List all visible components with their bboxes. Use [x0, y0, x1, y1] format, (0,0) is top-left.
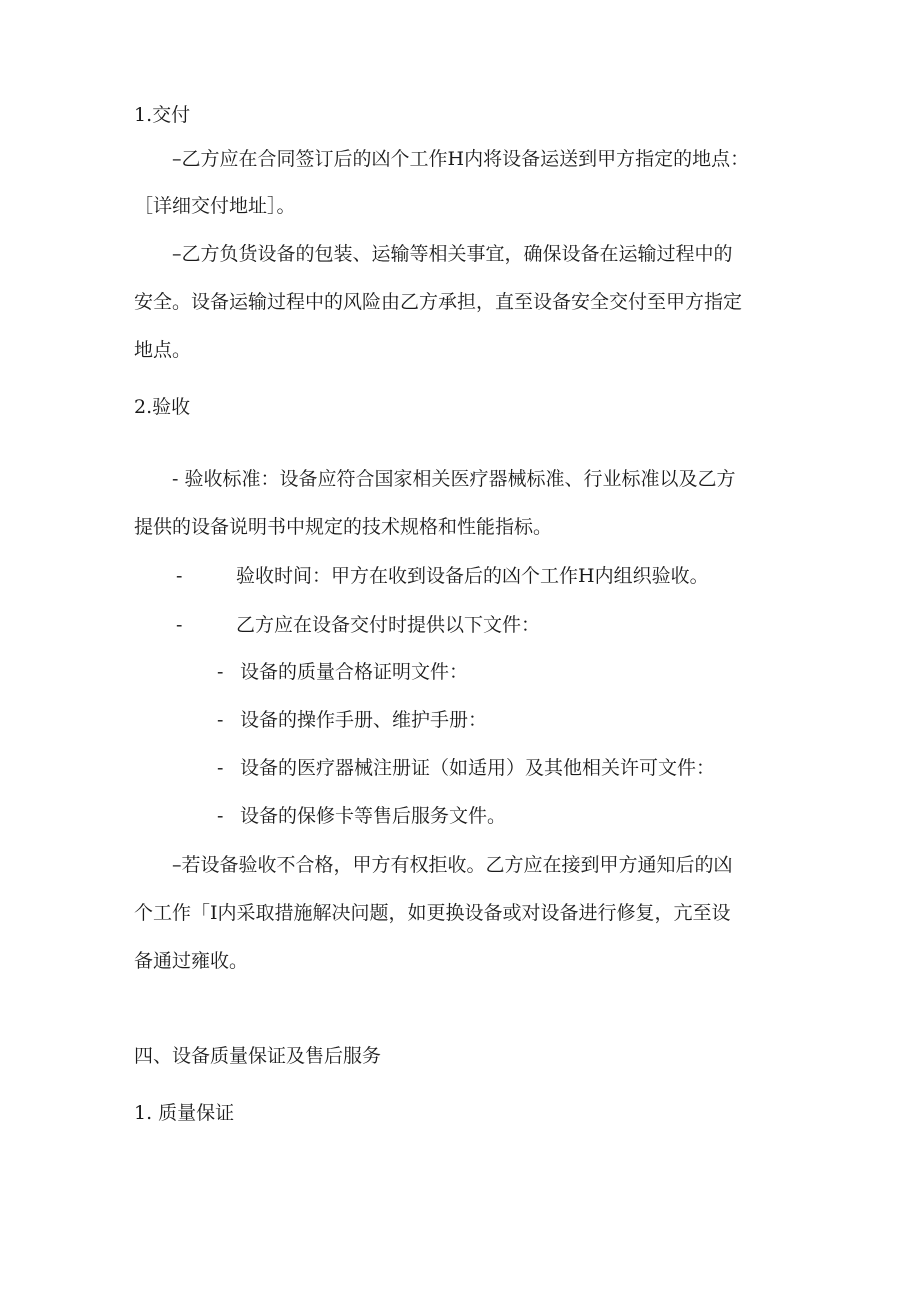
chapter-heading-quality-service: 四、设备质量保证及售后服务	[134, 1045, 382, 1067]
section-heading-quality-guarantee: 1. 质量保证	[134, 1102, 235, 1124]
document-list-item: 设备的医疗器械注册证（如适用）及其他相关许可文件：	[240, 757, 716, 779]
acceptance-item-2-text: 乙方应在设备交付时提供以下文件：	[236, 614, 541, 636]
acceptance-standard-line-1: - 验收标准：设备应符合国家相关医疗器械标准、行业标准以及乙方	[172, 468, 736, 490]
acceptance-item-1-text: 验收时间：甲方在收到设备后的凶个工作H内组织验收。	[236, 565, 709, 587]
delivery-para-2-line-2: 安全。设备运输过程中的风险由乙方承担，直至设备安全交付至甲方指定	[134, 291, 743, 313]
acceptance-item-2-dash: -	[176, 614, 183, 636]
delivery-para-1-line-2: ［详细交付地址］。	[134, 195, 296, 217]
delivery-para-2-line-1: –乙方负货设备的包装、运输等相关事宜，确保设备在运输过程中的	[172, 243, 733, 265]
document-list-dash: -	[217, 805, 224, 827]
rejection-para-line-1: –若设备验收不合格，甲方有权拒收。乙方应在接到甲方通知后的凶	[172, 854, 733, 876]
acceptance-item-1-dash: -	[176, 565, 183, 587]
document-list-dash: -	[217, 709, 224, 731]
document-list-item: 设备的质量合格证明文件：	[240, 661, 469, 683]
document-list-dash: -	[217, 757, 224, 779]
section-heading-delivery: 1.交付	[134, 104, 191, 126]
document-list-dash: -	[217, 661, 224, 683]
rejection-para-line-3: 备通过雍收。	[134, 950, 249, 972]
delivery-para-2-line-3: 地点。	[134, 339, 192, 361]
document-list-item: 设备的保修卡等售后服务文件。	[240, 805, 507, 827]
rejection-para-line-2: 个工作「I内采取措施解决问题，如更换设备或对设备进行修复，亢至设	[134, 902, 731, 924]
delivery-para-1-line-1: –乙方应在合同签订后的凶个工作H内将设备运送到甲方指定的地点：	[172, 148, 750, 170]
section-heading-acceptance: 2.验收	[134, 396, 191, 418]
acceptance-standard-line-2: 提供的设备说明书中规定的技术规格和性能指标。	[134, 516, 553, 538]
document-list-item: 设备的操作手册、维护手册：	[240, 709, 488, 731]
